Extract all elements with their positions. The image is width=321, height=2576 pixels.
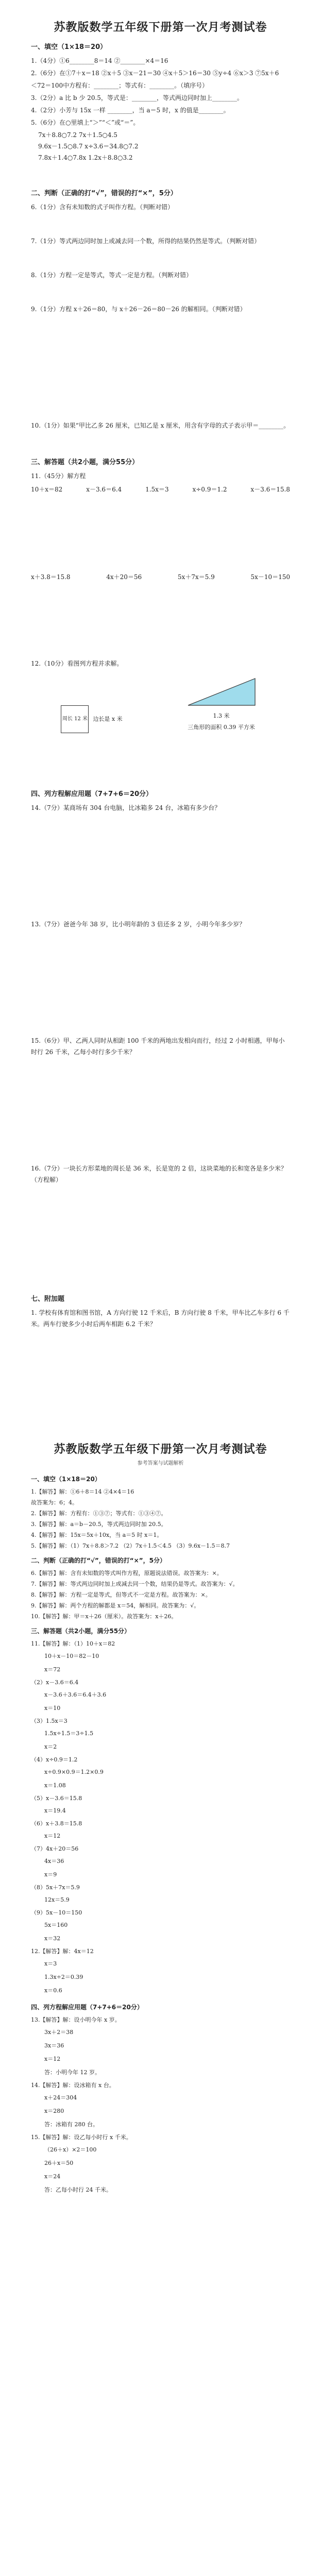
solution-line: 5x＝160 (44, 1922, 68, 1928)
solution-line: 15.【解答】解：设乙每小时行 x 千米。 (31, 2134, 132, 2141)
solution-line: x＝280 (44, 2108, 64, 2114)
triangle-figure (183, 674, 260, 733)
section-calc: 三、解答题（共2小题，满分55分） (31, 459, 139, 466)
question-16: 16.（7分）一块长方形菜地的周长是 36 米，长是宽的 2 倍，这块菜地的长和宽各是多少米？（方程解） (31, 1165, 287, 1183)
equation: x÷0.9＝1.2 (192, 486, 227, 493)
equation: x－3.6＝6.4 (86, 486, 122, 493)
section-bonus: 七、附加题 (31, 1295, 65, 1303)
section-fill: 一、填空（1×18＝20） (31, 43, 107, 51)
equation: 5x＋7x＝5.9 (177, 573, 215, 581)
equation: 1.5x＝3 (145, 486, 169, 493)
equation: 10＋x＝82 (31, 486, 63, 493)
solution-line: （8）5x＋7x＝5.9 (31, 1884, 80, 1891)
answer-section-fill: 一、填空（1×18＝20） (31, 1476, 101, 1483)
solution-line: x＝3 (44, 1960, 57, 1967)
fill-item: 2.（6分）在①7＋x＝18 ②x＋5 ③x－21＝30 ④x＋5＞16＝30 ⑤y÷4 ⑥x＞3 ⑦5x＋6 (31, 70, 279, 77)
solution-line: 1.5x÷1.5＝3÷1.5 (44, 1730, 94, 1737)
exam-title: 苏教版数学五年级下册第一次月考测试卷 (54, 21, 267, 34)
square-side-label: 边长是 x 米 (93, 716, 123, 722)
solution-line: x＝19.4 (44, 1807, 66, 1814)
solution-line: 13.【解答】解：设小明今年 x 岁。 (31, 2016, 121, 2023)
solution-line: x＝72 (44, 1666, 61, 1673)
solution-line: x＝12 (44, 2056, 61, 2062)
judge-item: 8.（1分）方程一定是等式，等式一定是方程。（判断对错） (31, 272, 193, 279)
equation-row (31, 571, 290, 583)
fill-item: 4.（2分）小芳与 15x 一样 ________，当 a＝5 时，x 的值是________。 (31, 107, 230, 114)
solution-line: x＝12 (44, 1833, 61, 1839)
question-12: 12.（10分）看图列方程并求解。 (31, 660, 123, 667)
section-judge: 二、判断（正确的打“√”，错误的打“×”，5分） (31, 190, 177, 197)
solution-line: 3x＝36 (44, 2042, 64, 2049)
compare-row: 7x＋8.8○7.2 7x＋1.5○4.5 (38, 131, 117, 139)
equation: 4x＋20＝56 (106, 573, 142, 581)
solution-line: x＝2 (44, 1743, 57, 1750)
answer-section-apply: 四、列方程解应用题（7+7+6＝20分） (31, 2004, 143, 2011)
solution-line: x＝1.08 (44, 1782, 66, 1789)
compare-row: 7.8x＋1.4○7.8x 1.2x＋8.8○3.2 (38, 154, 133, 161)
answer-item: 3.【解答】解：a＝b－20.5，等式两边同时加 20.5。 (31, 1521, 167, 1528)
question-14: 14.（7分）某商场有 304 台电脑，比冰箱多 24 台，冰箱有多少台？ (31, 804, 221, 811)
solution-line: 1.3x÷2＝0.39 (44, 1974, 83, 1980)
solution-line: （3）1.5x＝3 (31, 1718, 67, 1724)
solution-line: x＝24 (44, 2173, 61, 2180)
answer-item: 10.【解答】解：甲＝x＋26（厘米）。故答案为：x＋26。 (31, 1613, 177, 1620)
solution-line: x＝9 (44, 1871, 57, 1878)
solution-line: （6）x＋3.8＝15.8 (31, 1820, 82, 1827)
solution-line: 4x＝36 (44, 1858, 64, 1865)
solution-line: 12x＝5.9 (44, 1896, 70, 1903)
answer-item: 6.【解答】解：含有未知数的等式叫作方程，原题说法错误。故答案为：×。 (31, 1570, 223, 1577)
answer-item: 4.【解答】解：15x＝5x＋10x，当 a＝5 时 x＝1。 (31, 1532, 163, 1538)
section-apply: 四、列方程解应用题（7+7+6＝20分） (31, 790, 153, 798)
solution-line: （4）x÷0.9＝1.2 (31, 1756, 78, 1763)
square-shape (61, 705, 89, 733)
solution-line: x－3.6＋3.6＝6.4＋3.6 (44, 1691, 107, 1698)
question-10: 10.（1分）如果“甲比乙多 26 厘米，已知乙是 x 厘米，用含有字母的式子表示甲＝________。 (31, 422, 290, 429)
answer-section-calc: 三、解答题（共2小题，满分55分） (31, 1628, 131, 1635)
solution-line: 答：小明今年 12 岁。 (44, 2069, 100, 2076)
solution-line: （2）x－3.6＝6.4 (31, 1679, 79, 1686)
bonus-item: 1. 学校有体育馆和图书馆，A 方向行驶 12 千米后，B 方向行驶 8 千米，甲车比乙车多行 6 千米。两车行驶多少小时后两车相距 6.2 千米？ (31, 1309, 290, 1328)
square-figure (61, 705, 122, 733)
equation: 5x－10＝150 (250, 573, 290, 581)
question-15: 15.（6分）甲、乙两人同时从相距 100 千米的两地出发相向而行，经过 2 小时相遇，甲每小时行 26 千米，乙每小时行多少千米？ (31, 1037, 285, 1056)
solution-line: x＋24＝304 (44, 2094, 77, 2101)
solution-line: x÷0.9×0.9＝1.2×0.9 (44, 1769, 104, 1775)
solution-line: 14.【解答】解：设冰箱有 x 台。 (31, 2082, 115, 2089)
solution-line: 12.【解答】解：4x＝12 (31, 1948, 94, 1955)
solution-line: 26＋x＝50 (44, 2160, 74, 2166)
answer-item: 5.【解答】解：（1）7x＋8.8＞7.2 （2）7x＋1.5＜4.5 （3）9.6x－1.5＝8.7 (31, 1543, 230, 1549)
solution-line: 11.【解答】解：（1）10＋x＝82 (31, 1640, 115, 1647)
judge-item: 9.（1分）方程 x＋26＝80，与 x＋26－26＝80－26 的解相同。（判断对错） (31, 306, 246, 313)
triangle-base-label: 1.3 米 (213, 713, 230, 719)
answer-item: 9.【解答】解：两个方程的解都是 x＝54，解相同。故答案为：√。 (31, 1602, 200, 1609)
question-11-label: 11.（45分）解方程 (31, 472, 86, 480)
answer-subtitle: 参考答案与试题解析 (137, 1461, 184, 1466)
answer-title: 苏教版数学五年级下册第一次月考测试卷 (54, 1443, 267, 1456)
judge-item: 6.（1分）含有未知数的式子叫作方程。（判断对错） (31, 204, 174, 211)
solution-line: 3x＋2＝38 (44, 2029, 74, 2036)
solution-line: （5）x－3.6＝15.8 (31, 1795, 82, 1802)
answer-page (0, 1422, 321, 2576)
fill-item: 3.（2分）a 比 b 少 20.5，等式是：________，等式两边同时加上________。 (31, 94, 243, 101)
answer-item: 故答案为：6；4。 (31, 1499, 78, 1506)
answer-item: 7.【解答】解：等式两边同时加上或减去同一个数，结果仍是等式。故答案为：√。 (31, 1581, 239, 1587)
solution-line: x＝0.6 (44, 1987, 62, 1994)
question-13: 13.（7分）爸爸今年 38 岁，比小明年龄的 3 倍还多 2 岁，小明今年多少岁？ (31, 921, 246, 928)
triangle-caption: 三角形的面积 0.39 平方米 (188, 724, 255, 731)
fill-item: 5.（6分）在○里填上“＞”“＜”或“＝”。 (31, 119, 140, 126)
answer-item: 2.【解答】解：方程有：①③⑦；等式有：①③④⑦。 (31, 1510, 167, 1517)
solution-line: 答：冰箱有 280 台。 (44, 2121, 98, 2128)
fill-item: 1.（4分）①6________8＝14 ②________×4＝16 (31, 57, 168, 64)
solution-steps (31, 1639, 290, 1997)
solution-line: x＝10 (44, 1705, 61, 1711)
solution-line: x＝32 (44, 1935, 61, 1942)
judge-item: 7.（1分）等式两边同时加上或减去同一个数，所得的结果仍然是等式。（判断对错） (31, 238, 261, 245)
solution-line: （26＋x）×2＝100 (44, 2146, 97, 2153)
solution-line: 10＋x－10＝82－10 (44, 1653, 99, 1659)
equation: x－3.6＝15.8 (250, 486, 290, 493)
solution-line: （7）4x＋20＝56 (31, 1845, 79, 1852)
fill-item: ＜72＝100中方程有：________；等式有：________。（填序号） (31, 82, 209, 89)
equation: x＋3.8＝15.8 (31, 573, 71, 581)
solution-line: 答：乙每小时行 24 千米。 (44, 2187, 112, 2193)
figures (31, 674, 290, 733)
answer-section-judge: 二、判断（正确的打“√”，错误的打“×”，5分） (31, 1557, 166, 1564)
answer-item: 1.【解答】解：①6＋8＝14 ②4×4＝16 (31, 1488, 134, 1495)
solution-line: （9）5x－10＝150 (31, 1909, 82, 1916)
equation-row (31, 484, 290, 495)
compare-row: 9.6x－1.5○8.7 x÷3.6＝34.8○7.2 (38, 143, 139, 150)
triangle-shape (183, 674, 260, 710)
square-area-label: 周长 12 米 (62, 716, 88, 722)
answer-item: 8.【解答】解：方程一定是等式，但等式不一定是方程。故答案为：×。 (31, 1591, 211, 1598)
